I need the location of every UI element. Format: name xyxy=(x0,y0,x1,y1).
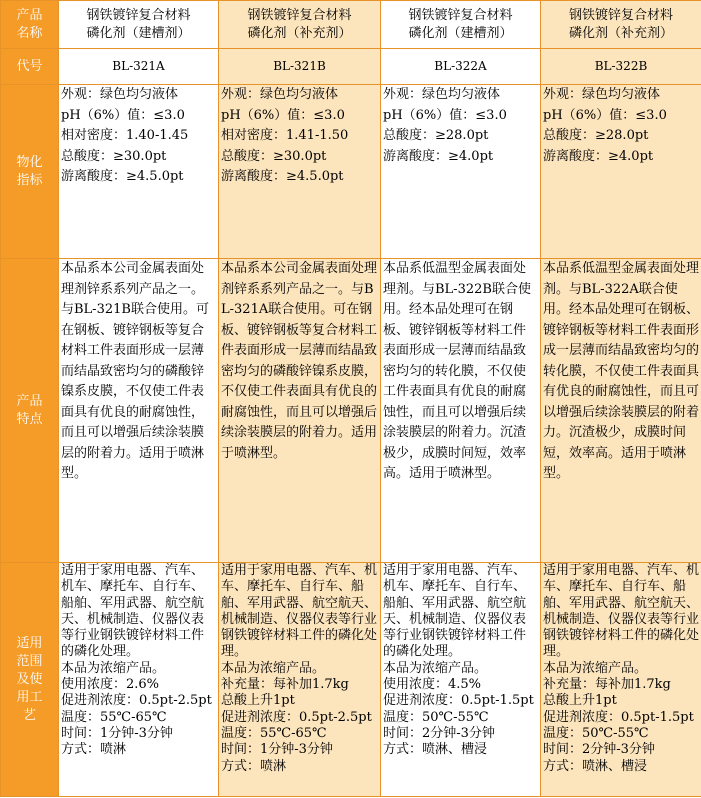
row-header-name-line-2: 名称 xyxy=(16,25,43,41)
row-header-application-line-4: 用工 xyxy=(16,689,43,705)
row-header-features-line-1: 产品 xyxy=(16,393,43,409)
property-line: 相对密度：1.41-1.50 xyxy=(221,128,349,143)
row-header-properties xyxy=(1,85,59,259)
application-line: 本品为浓缩产品。 xyxy=(221,660,326,676)
product-name-line-1: 钢铁镀锌复合材料 xyxy=(86,7,191,23)
features-text: 本品系本公司金属表面处理剂锌系系列产品之一。与BL-321B联合使用。可在钢板、镀锌钢板等复合材料工件表面形成一层薄而结晶致密均匀的磷酸锌镍系皮膜，不仅使工件表面具有优良的耐腐蚀性，而且可以增强后续涂装膜层的附着力。适用于喷淋型。 xyxy=(61,261,209,481)
product-name-line-2: 磷化剂（建槽剂） xyxy=(86,25,191,41)
row-properties xyxy=(1,85,701,259)
product-code-3: BL-322A xyxy=(381,49,541,85)
application-line: 使用浓度：4.5% xyxy=(383,677,482,693)
property-line: pH（6%）值：≤3.0 xyxy=(383,107,507,123)
application-line: 总酸上升1pt xyxy=(221,693,295,709)
property-line: 游离酸度：≥4.5.0pt xyxy=(221,169,344,184)
row-header-code-line-1: 代号 xyxy=(16,58,43,74)
application-line: 时间：1分钟-3分钟 xyxy=(61,725,173,741)
product-application-1 xyxy=(59,563,219,797)
application-line: 本品为浓缩产品。 xyxy=(383,660,488,676)
row-features xyxy=(1,259,701,563)
application-line: 补充量：每补加1.7kg xyxy=(543,677,671,693)
product-name-4 xyxy=(541,1,701,49)
property-line: pH（6%）值：≤3.0 xyxy=(61,107,185,123)
product-code-4: BL-322B xyxy=(541,49,701,85)
application-line: 本品为浓缩产品。 xyxy=(61,660,166,676)
product-name-3 xyxy=(381,1,541,49)
application-line: 方式：喷淋 xyxy=(221,758,287,774)
application-line: 方式：喷淋 xyxy=(61,742,127,758)
application-line: 温度：50℃-55℃ xyxy=(543,725,649,741)
application-line: 方式：喷淋、槽浸 xyxy=(543,758,648,774)
product-name-line-1: 钢铁镀锌复合材料 xyxy=(568,7,673,23)
property-line: 总酸度：≥28.0pt xyxy=(543,128,649,143)
application-line: 促进剂浓度：0.5pt-1.5pt xyxy=(383,693,534,709)
row-header-application-line-1: 适用 xyxy=(16,635,43,651)
property-line: 外观：绿色均匀液体 xyxy=(383,87,501,102)
application-line: 适用于家用电器、汽车、机车、摩托车、自行车、船舶、军用武器、航空航天、机械制造、仪器仪表等行业钢铁镀锌材料工件的磷化处理。 xyxy=(383,563,527,660)
product-application-4 xyxy=(541,563,701,797)
application-line: 使用浓度：2.6% xyxy=(61,677,160,693)
application-line: 方式：喷淋、槽浸 xyxy=(383,742,488,758)
features-text: 本品系低温型金属表面处理剂。与BL-322B联合使用。经本品处理可在钢板、镀锌钢板等材料工件表面形成一层薄而结晶致密均匀的转化膜，不仅使工件表面具有优良的耐腐蚀性，而且可以增强后续涂装膜层的附着力。沉渣极少，成膜时间短，效率高。适用于喷淋型。 xyxy=(383,261,531,481)
row-header-application-line-2: 范围 xyxy=(16,653,43,669)
row-header-application xyxy=(1,563,59,797)
product-properties-2 xyxy=(219,85,381,259)
product-name-1 xyxy=(59,1,219,49)
property-line: 游离酸度：≥4.0pt xyxy=(383,148,494,164)
application-line: 时间：2分钟-3分钟 xyxy=(383,725,495,741)
features-text: 本品系本公司金属表面处理剂锌系系列产品之一。与BL-321A联合使用。可在钢板、镀锌钢板等复合材料工件表面形成一层薄而结晶致密均匀的磷酸锌镍系皮膜，不仅使工件表面具有优良的耐腐蚀性，而且可以增强后续涂装膜层的附着力。适用于喷淋型。 xyxy=(221,261,378,461)
product-name-line-2: 磷化剂（补充剂） xyxy=(247,25,352,41)
product-name-line-2: 磷化剂（补充剂） xyxy=(568,25,673,41)
row-header-application-line-5: 艺 xyxy=(22,707,36,723)
product-features-1 xyxy=(59,259,219,563)
property-line: pH（6%）值：≤3.0 xyxy=(543,107,667,123)
property-line: 总酸度：≥30.0pt xyxy=(61,148,167,164)
product-features-2 xyxy=(219,259,381,563)
application-line: 时间：1分钟-3分钟 xyxy=(221,742,333,758)
application-line: 适用于家用电器、汽车、机车、摩托车、自行车、船舶、军用武器、航空航天、机械制造、仪器仪表等行业钢铁镀锌材料工件的磷化处理。 xyxy=(61,563,205,660)
application-line: 温度：50℃-55℃ xyxy=(383,709,489,725)
property-line: 游离酸度：≥4.5.0pt xyxy=(61,169,184,184)
application-line: 适用于家用电器、汽车、机车、摩托车、自行车、船舶、军用武器、航空航天、机械制造、仪器仪表等行业钢铁镀锌材料工件的磷化处理。 xyxy=(543,563,700,660)
row-code xyxy=(1,49,701,85)
row-product-name xyxy=(1,1,701,49)
property-line: pH（6%）值：≤3.0 xyxy=(221,107,345,123)
product-application-3 xyxy=(381,563,541,797)
application-line: 补充量：每补加1.7kg xyxy=(221,677,349,693)
product-code-1: BL-321A xyxy=(59,49,219,85)
product-name-line-2: 磷化剂（建槽剂） xyxy=(408,25,513,41)
row-application xyxy=(1,563,701,797)
row-header-name-line-1: 产品 xyxy=(16,7,43,23)
application-line: 总酸上升1pt xyxy=(543,693,617,709)
property-line: 游离酸度：≥4.0pt xyxy=(543,148,654,164)
product-features-3 xyxy=(381,259,541,563)
row-header-properties-line-2: 指标 xyxy=(16,172,43,188)
application-line: 时间：2分钟-3分钟 xyxy=(543,742,655,758)
row-header-properties-line-1: 物化 xyxy=(16,154,43,170)
features-text: 本品系低温型金属表面处理剂。与BL-322A联合使用。经本品处理可在钢板、镀锌钢板等材料工件表面形成一层薄而结晶致密均匀的转化膜，不仅使工件表面具有优良的耐腐蚀性，而且可以增强后续涂装膜层的附着力。沉渣极少，成膜时间短，效率高。适用于喷淋型。 xyxy=(543,261,700,481)
product-code-2: BL-321B xyxy=(219,49,381,85)
product-name-2 xyxy=(219,1,381,49)
product-application-2 xyxy=(219,563,381,797)
row-header-code xyxy=(1,49,59,85)
product-properties-1 xyxy=(59,85,219,259)
row-header-features-line-2: 特点 xyxy=(16,411,43,427)
application-line: 适用于家用电器、汽车、机车、摩托车、自行车、船舶、军用武器、航空航天、机械制造、仪器仪表等行业钢铁镀锌材料工件的磷化处理。 xyxy=(221,563,378,660)
property-line: 外观：绿色均匀液体 xyxy=(61,87,179,102)
product-name-line-1: 钢铁镀锌复合材料 xyxy=(408,7,513,23)
application-line: 本品为浓缩产品。 xyxy=(543,660,648,676)
product-name-line-1: 钢铁镀锌复合材料 xyxy=(247,7,352,23)
row-header-application-line-3: 及使 xyxy=(16,671,43,687)
row-header-name xyxy=(1,1,59,49)
application-line: 温度：55℃-65℃ xyxy=(221,725,327,741)
property-line: 总酸度：≥30.0pt xyxy=(221,148,327,164)
property-line: 外观：绿色均匀液体 xyxy=(543,87,661,102)
property-line: 相对密度：1.40-1.45 xyxy=(61,128,189,143)
product-properties-4 xyxy=(541,85,701,259)
application-line: 温度：55℃-65℃ xyxy=(61,709,167,725)
application-line: 促进剂浓度：0.5pt-2.5pt xyxy=(221,709,372,725)
property-line: 外观：绿色均匀液体 xyxy=(221,87,339,102)
property-line: 总酸度：≥28.0pt xyxy=(383,128,489,143)
product-properties-3 xyxy=(381,85,541,259)
application-line: 促进剂浓度：0.5pt-2.5pt xyxy=(61,693,212,709)
application-line: 促进剂浓度：0.5pt-1.5pt xyxy=(543,709,694,725)
product-features-4 xyxy=(541,259,701,563)
row-header-features xyxy=(1,259,59,563)
